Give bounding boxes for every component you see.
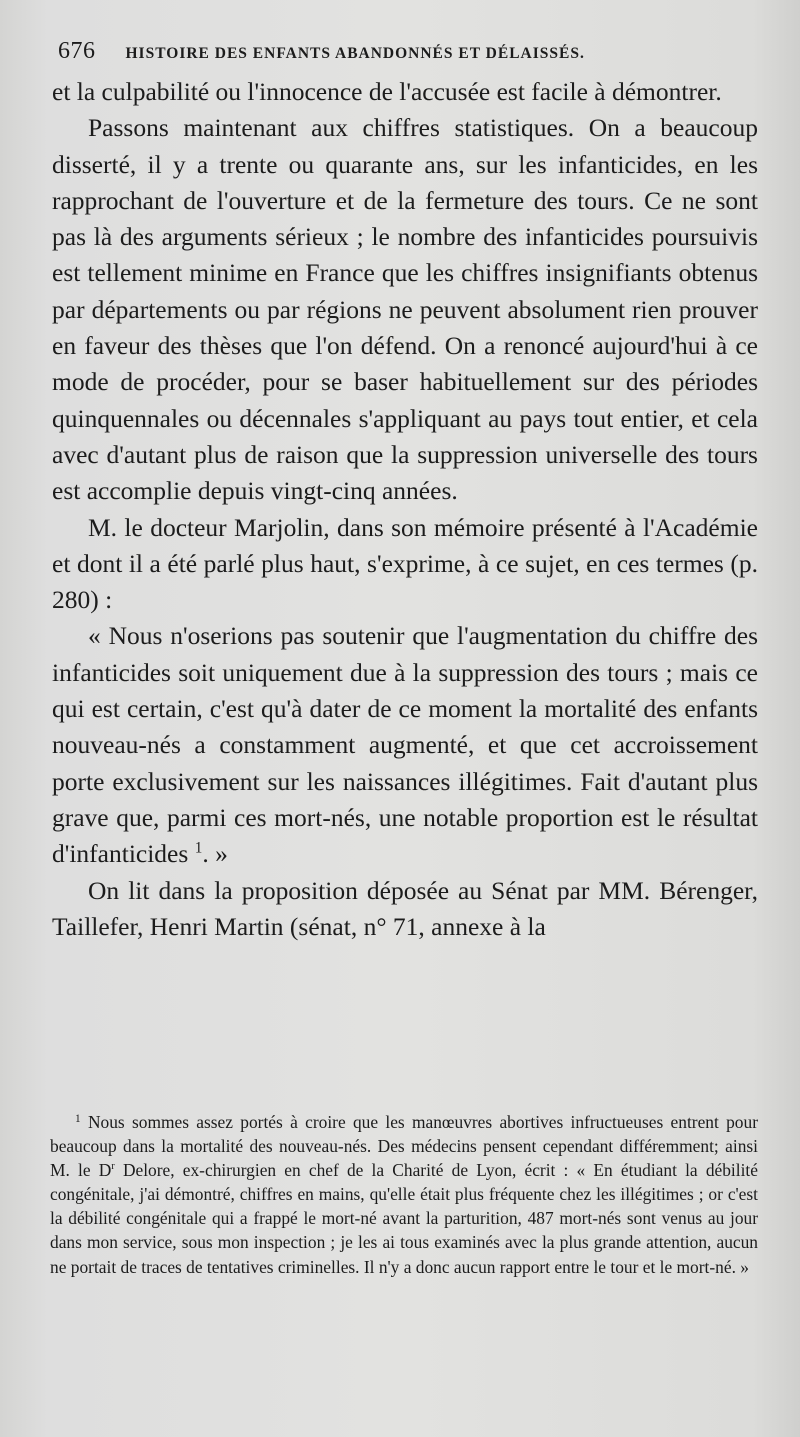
paragraph-continuation: et la culpabilité ou l'innocence de l'accusée est facile à démontrer.	[52, 77, 722, 106]
footnotes	[50, 1110, 758, 1279]
footnote-text-end: Delore, ex-chirurgien en chef de la Charité de Lyon, écrit : « En étudiant la débilité congénitale, j'ai démontré, chiffres en mains, qu'elle était plus fréquente chez les illégitimes ; or c'est la débilité congénitale qui a frappé le mort-né avant la parturition, 487 mort-nés sont venus au jour dans mon service, sous mon inspection ; je les ai tous examinés avec la plus grande attention, aucun ne portait de traces de tentatives criminelles. Il n'y a donc aucun rapport entre le tour et le mort-né. »	[50, 1160, 758, 1277]
closing-guillemet: »	[215, 839, 228, 869]
paragraph-statistics: Passons maintenant aux chiffres statistiques. On a beaucoup disserté, il y a trente ou quarante ans, sur les infanticides, en les rapprochant de l'ouverture et de la fermeture des tours. Ce ne sont pas là des arguments sérieux ; le nombre des infanticides poursuivis est tellement minime en France que les chiffres insignifiants obtenus par départements ou par régions ne peuvent absolument rien prouver en faveur des thèses que l'on défend. On a renoncé aujourd'hui à ce mode de procéder, pour se baser habituellement sur des périodes quinquennales ou décennales s'appliquant au pays tout entier, et cela avec d'autant plus de raison que la suppression universelle des tours est accomplie depuis vingt-cinq années.	[52, 113, 758, 506]
paragraph-quotation: « Nous n'oserions pas soutenir que l'augmentation du chiffre des infanticides soit uniquement due à la suppression des tours ; mais ce qui est certain, c'est qu'à dater de ce moment la mortalité des enfants nouveau-nés a constamment augmenté, et que cet accroissement porte exclusivement sur les naissances illégitimes. Fait d'autant plus grave que, parmi ces mort-nés, une notable proportion est le résultat d'infanticides $^1$. »	[52, 621, 758, 869]
main-text	[52, 74, 758, 945]
paragraph-marjolin: M. le docteur Marjolin, dans son mémoire présenté à l'Académie et dont il a été parlé plus haut, s'exprime, à ce sujet, en ces termes (p. 280) :	[52, 512, 758, 615]
page-header	[58, 38, 758, 68]
footnote-text-start: Nous sommes assez portés à croire que les manœuvres abortives infructueuses entrent pour beaucoup dans la mortalité des nouveau-nés. Des médecins pensent cependant différemment; ainsi M. le	[50, 1112, 758, 1181]
page-number: 676	[58, 38, 96, 64]
doctor-title-superscript: r	[111, 1161, 115, 1173]
footnote-reference: 1	[194, 839, 203, 857]
running-title: HISTOIRE DES ENFANTS ABANDONNÉS ET DÉLAISSÉS.	[125, 45, 585, 62]
quotation-text: « Nous n'oserions pas soutenir que l'augmentation du chiffre des infanticides soit uniquement due à la suppression des tours ; mais ce qui est certain, c'est qu'à dater de ce moment la mortalité des enfants nouveau-nés a constamment augmenté, et que cet accroissement porte exclusivement sur les naissances illégitimes. Fait d'autant plus grave que, parmi ces mort-nés, une notable proportion est le résultat d'infanticides	[52, 621, 758, 869]
paragraph-senate-proposal: On lit dans la proposition déposée au Sénat par MM. Bérenger, Taillefer, Henri Martin (sénat, n° 71, annexe à la	[52, 875, 758, 941]
footnote-marker: 1	[75, 1112, 81, 1125]
doctor-title: D	[98, 1160, 112, 1181]
footnote-1	[50, 1110, 758, 1279]
